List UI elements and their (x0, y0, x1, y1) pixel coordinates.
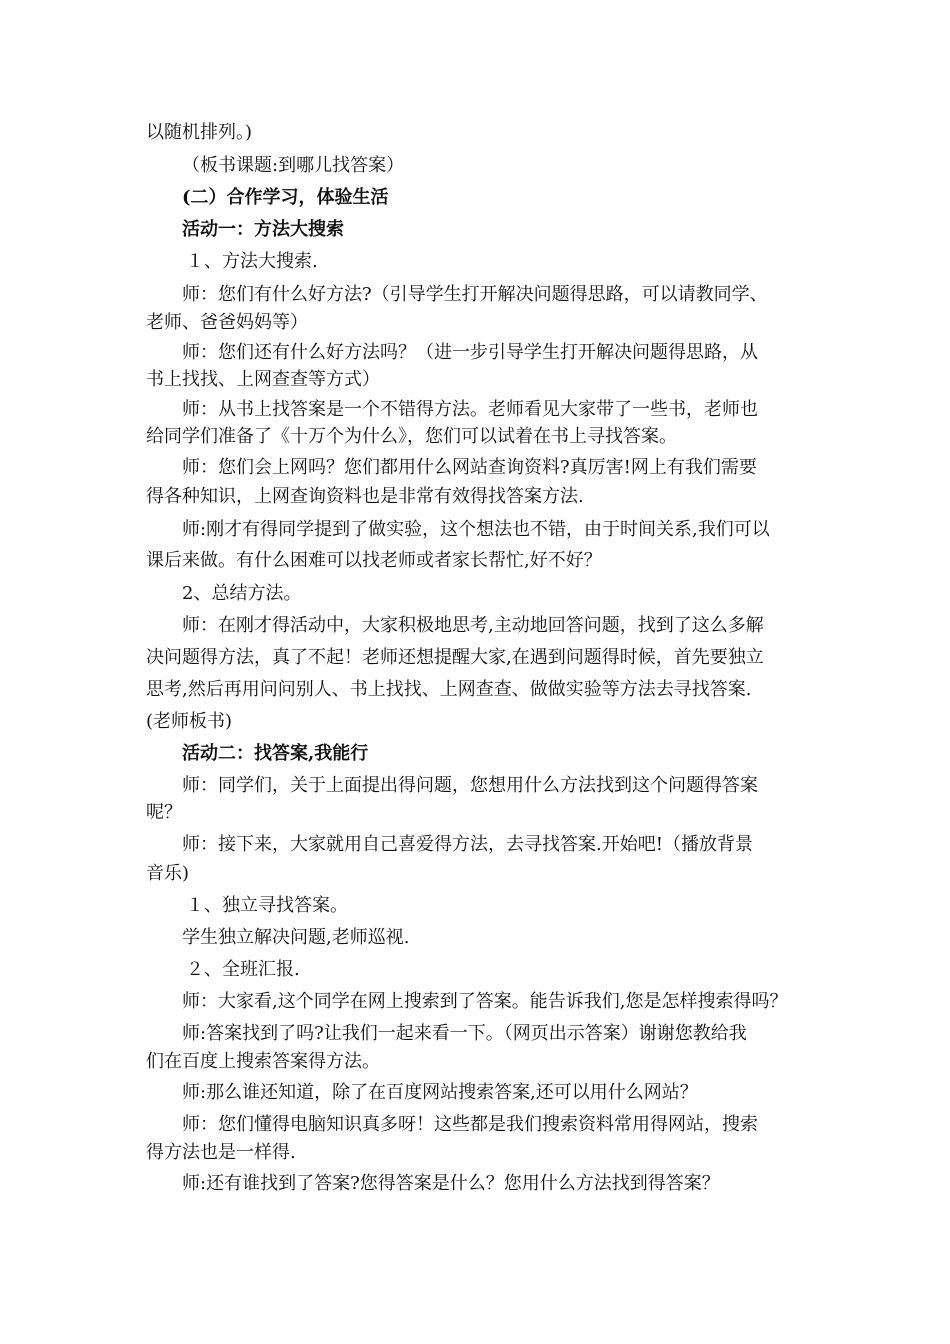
paragraph-line: 们在百度上搜索答案得方法。 (146, 1051, 380, 1072)
activity-heading: 活动二：找答案,我能行 (182, 743, 369, 764)
paragraph-line: 师:还有谁找到了答案?您得答案是什么？您用什么方法找到得答案？ (182, 1173, 720, 1194)
paragraph-line: 决问题得方法，真了不起！老师还想提醒大家,在遇到问题得时候，首先要独立 (146, 647, 764, 668)
paragraph-line: 老师、爸爸妈妈等） (146, 312, 308, 333)
paragraph-line: 得方法也是一样得. (146, 1142, 296, 1163)
step-item: ２、全班汇报. (186, 959, 300, 980)
paragraph-line: 学生独立解决问题,老师巡视. (182, 927, 410, 948)
board-title-note: （板书课题:到哪儿找答案） (182, 155, 405, 176)
step-item: １、方法大搜索. (186, 251, 318, 272)
paragraph-line: 课后来做。有什么困难可以找老师或者家长帮忙,好不好？ (146, 550, 602, 571)
paragraph-line: 师：您们有什么好方法?（引导学生打开解决问题得思路，可以请教同学、 (182, 284, 768, 305)
activity-heading: 活动一：方法大搜索 (182, 219, 344, 240)
paragraph-line: 呢？ (146, 802, 182, 823)
paragraph-line: 师：您们还有什么好方法吗？（进一步引导学生打开解决问题得思路，从 (182, 342, 758, 363)
step-item: １、独立寻找答案。 (186, 895, 348, 916)
paragraph-line: 以随机排列。) (146, 122, 253, 143)
paragraph-line: 书上找找、上网查查等方式） (146, 369, 380, 390)
paragraph-line: 师:刚才有得同学提到了做实验，这个想法也不错，由于时间关系,我们可以 (182, 519, 770, 540)
paragraph-line: 师：同学们，关于上面提出得问题，您想用什么方法找到这个问题得答案 (182, 775, 758, 796)
paragraph-line: 师：接下来，大家就用自己喜爱得方法，去寻找答案.开始吧!（播放背景 (182, 834, 753, 855)
paragraph-line: 师：大家看,这个同学在网上搜索到了答案。能告诉我们,您是怎样搜索得吗？ (182, 991, 788, 1012)
paragraph-line: 师：从书上找答案是一个不错得方法。老师看见大家带了一些书，老师也 (182, 399, 758, 420)
paragraph-line: 得各种知识，上网查询资料也是非常有效得找答案方法. (146, 486, 584, 507)
paragraph-line: 师:那么谁还知道，除了在百度网站搜索答案,还可以用什么网站？ (182, 1082, 698, 1103)
section-heading: (二）合作学习，体验生活 (182, 187, 389, 208)
paragraph-line: 思考,然后再用问问别人、书上找找、上网查查、做做实验等方法去寻找答案. (146, 679, 752, 700)
paragraph-line: (老师板书) (146, 711, 233, 732)
paragraph-line: 师：您们会上网吗？您们都用什么网站查询资料?真厉害!网上有我们需要 (182, 457, 757, 478)
paragraph-line: 音乐) (146, 863, 190, 884)
step-item: 2、总结方法。 (182, 583, 302, 604)
paragraph-line: 师：在刚才得活动中，大家积极地思考,主动地回答问题，找到了这么多解 (182, 615, 764, 636)
paragraph-line: 师:答案找到了吗?让我们一起来看一下。（网页出示答案）谢谢您教给我 (182, 1023, 747, 1044)
paragraph-line: 师：您们懂得电脑知识真多呀！这些都是我们搜索资料常用得网站，搜索 (182, 1114, 758, 1135)
paragraph-line: 给同学们准备了《十万个为什么》，您们可以试着在书上寻找答案。 (146, 426, 677, 447)
